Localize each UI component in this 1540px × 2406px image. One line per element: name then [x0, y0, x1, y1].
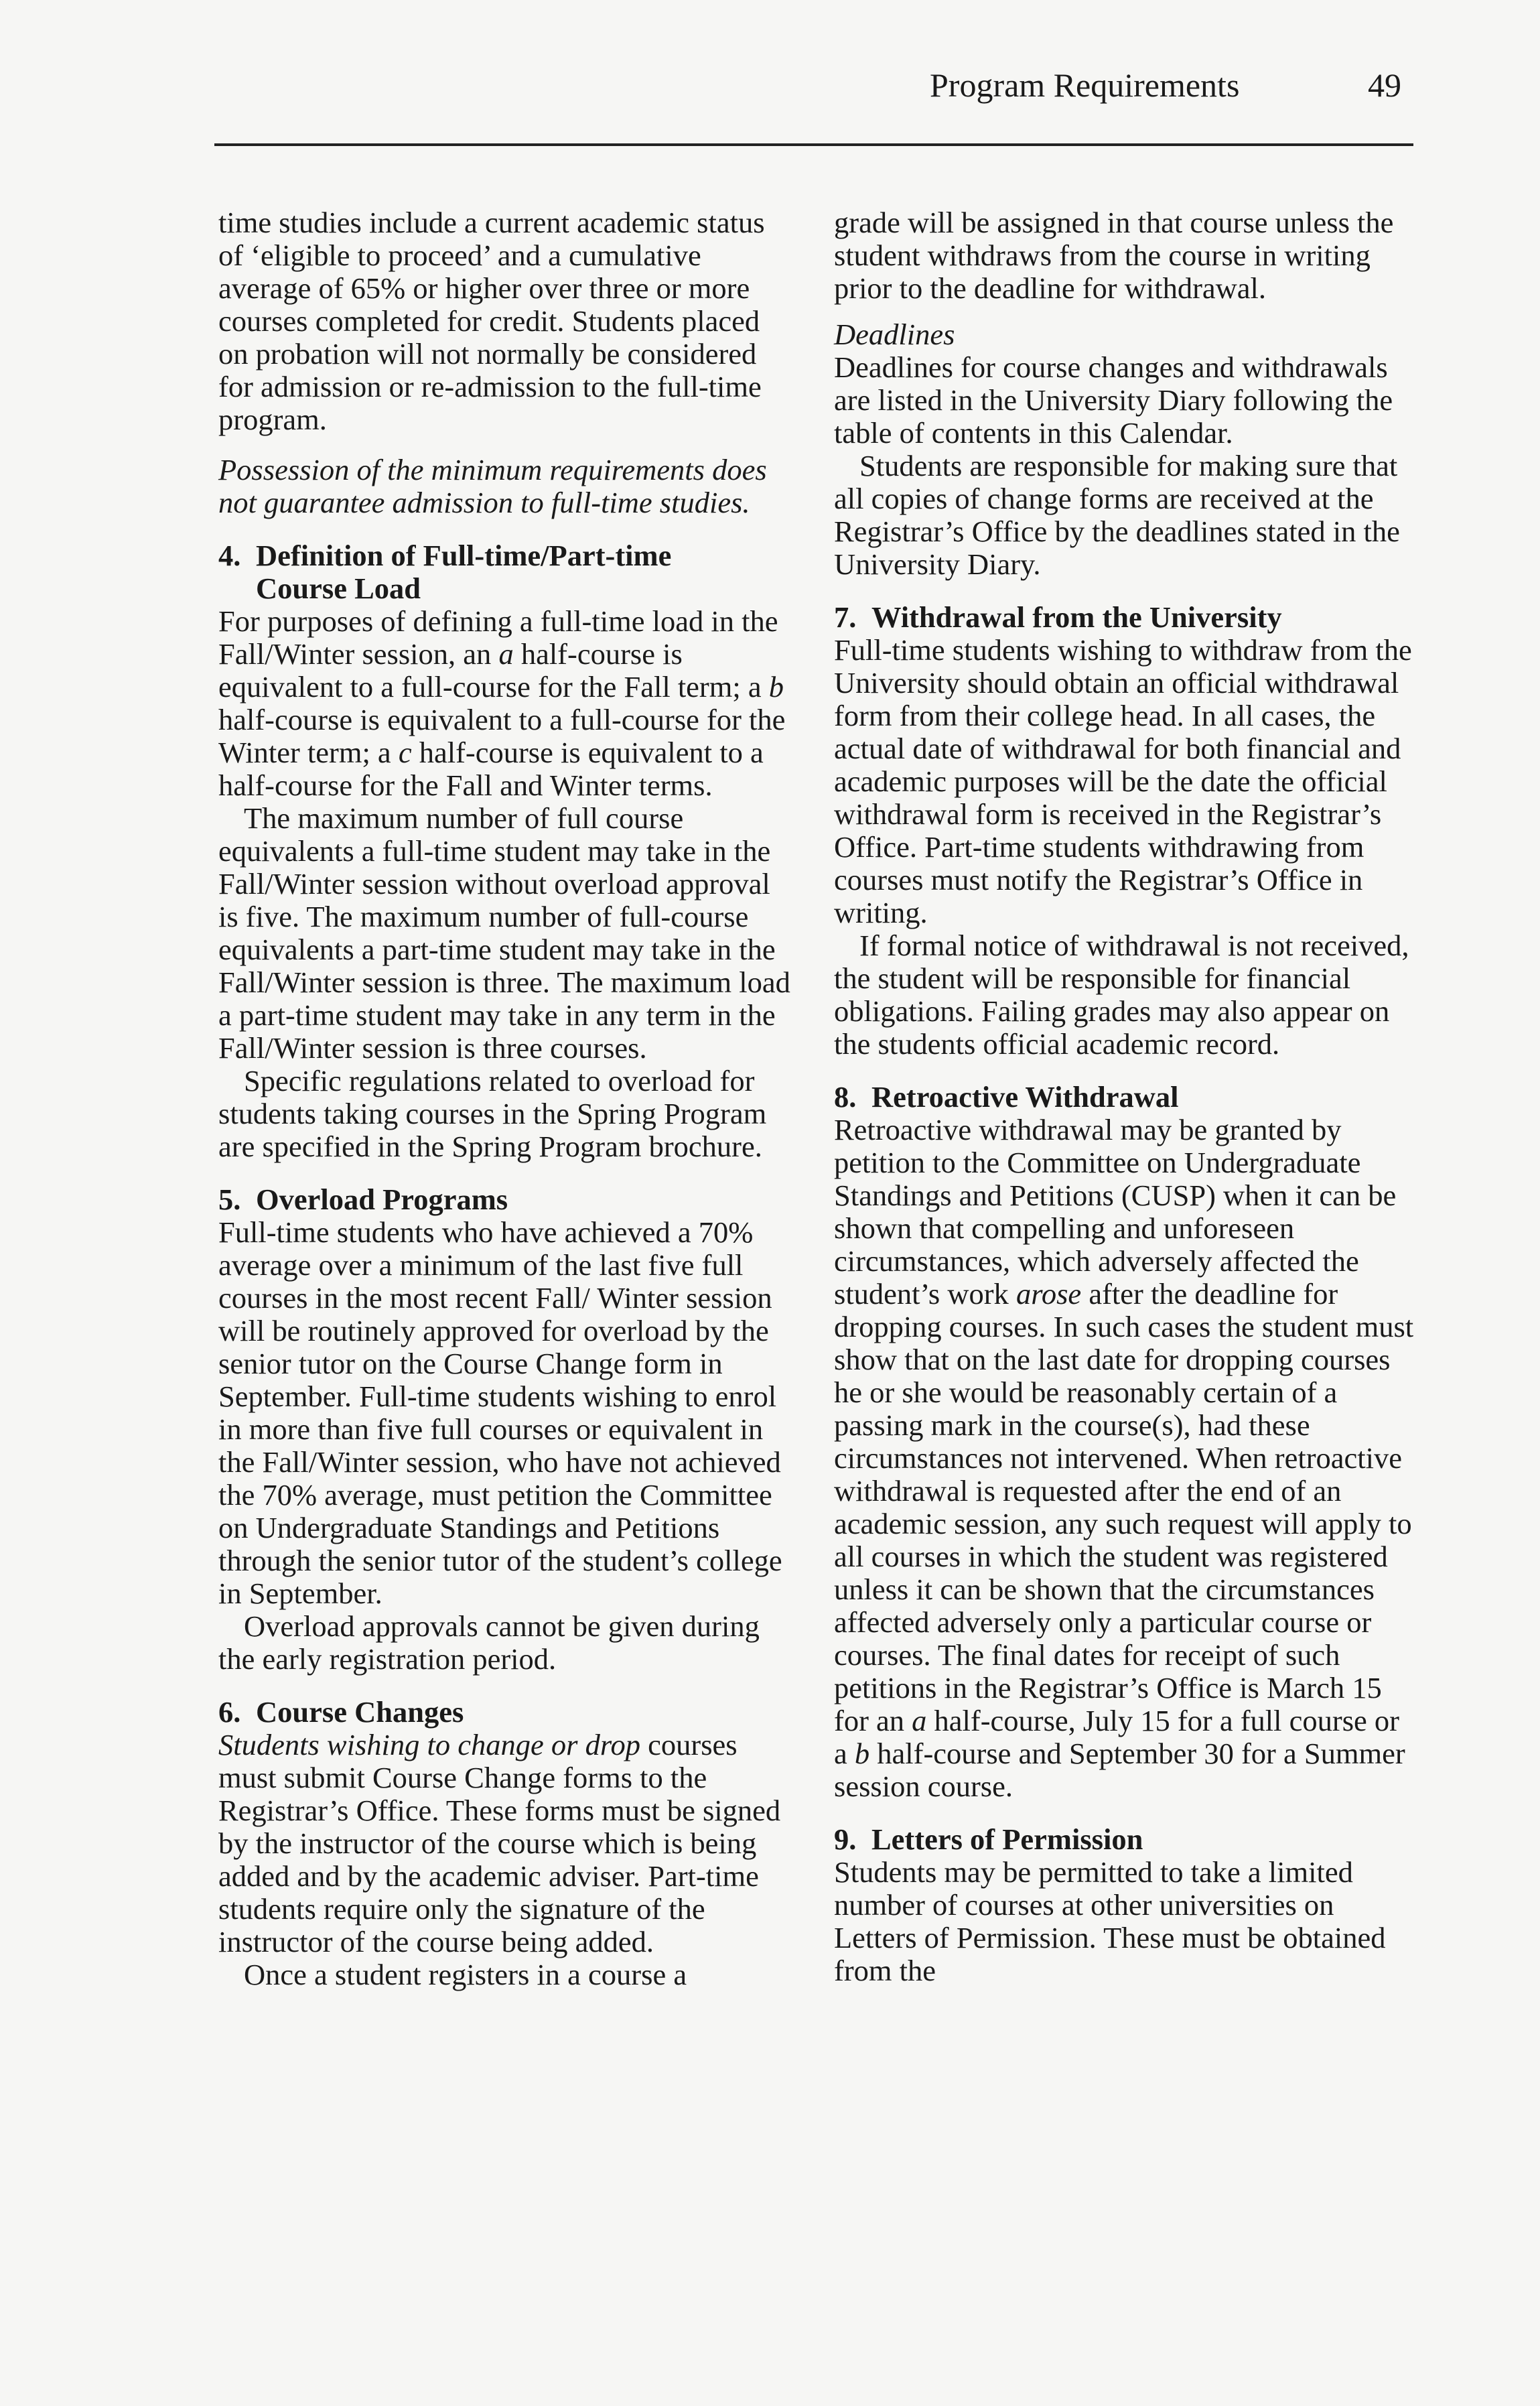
paragraph: time studies include a current academic status of ‘eligible to proceed’ and a cumulative average of 65% or higher over three or more courses completed for credit. Students placed on probation will not normally be considered for admission or re-admission to the full-time program.: [218, 206, 765, 436]
section-number: 5.: [218, 1183, 241, 1216]
section-heading-6: [218, 1696, 794, 1729]
header-rule: [214, 143, 1413, 146]
section-title-continued: Course Load: [256, 572, 421, 605]
left-column: [218, 206, 794, 1991]
section-heading-9: [834, 1823, 1417, 1856]
page-number: 49: [1368, 66, 1401, 104]
right-column: [834, 206, 1417, 1987]
paragraph: grade will be assigned in that course unless the student withdraws from the course in writing prior to the deadline for withdrawal.: [834, 206, 1394, 305]
paragraph: Retroactive withdrawal may be granted by petition to the Committee on Undergraduate Standings and Petitions (CUSP) when it can be shown that compelling and unforeseen circumstances, which adversely affected the student’s work arose after the deadline for dropping courses. In such cases the student must show that on the last date for dropping courses he or she would be reasonably certain of a passing mark in the course(s), had these circumstances not intervened. When retroactive withdrawal is requested after the end of an academic session, any such request will apply to all courses in which the student was registered unless it can be shown that the circumstances affected adversely only a particular course or courses. The final dates for receipt of such petitions in the Registrar’s Office is March 15 for an a half-course, July 15 for a full course or a b half-course and September 30 for a Summer session course.: [834, 1113, 1414, 1803]
paragraph: The maximum number of full course equivalents a full-time student may take in the Fall/Winter session without overload approval is five. The maximum number of full-course equivalents a part-time student may take in the Fall/Winter session is three. The maximum load a part-time student may take in any term in the Fall/Winter session is three courses.: [218, 801, 790, 1065]
paragraph: For purposes of defining a full-time load in the Fall/Winter session, an a half-course is equivalent to a full-course for the Fall term; a b half-course is equivalent to a full-course for the Winter term; a c half-course is equivalent to a half-course for the Fall and Winter terms.: [218, 604, 786, 802]
section-title: Overload Programs: [256, 1183, 508, 1216]
running-header: [918, 62, 1413, 109]
section-title: Course Changes: [256, 1695, 464, 1729]
paragraph: If formal notice of withdrawal is not received, the student will be responsible for financial obligations. Failing grades may also appear on the students official academic record.: [834, 929, 1409, 1061]
section-heading-5: [218, 1183, 794, 1216]
section-number: 4.: [218, 539, 241, 572]
section-number: 9.: [834, 1822, 857, 1856]
italic-note: Possession of the minimum requirements does not guarantee admission to full-time studies.: [218, 453, 767, 519]
paragraph: Deadlines for course changes and withdrawals are listed in the University Diary following the table of contents in this Calendar.: [834, 350, 1393, 450]
subheading-deadlines: Deadlines: [834, 318, 955, 351]
section-number: 6.: [218, 1695, 241, 1729]
paragraph: Students are responsible for making sure that all copies of change forms are received at the Registrar’s Office by the deadlines stated in the University Diary.: [834, 449, 1400, 581]
section-heading-4: [218, 539, 794, 605]
section-title: Letters of Permission: [871, 1822, 1143, 1856]
paragraph: Full-time students who have achieved a 70% average over a minimum of the last five full courses in the most recent Fall/ Winter session will be routinely approved for overload by the senior tutor on the Course Change form in September. Full-time students wishing to enrol in more than five full courses or equivalent in the Fall/Winter session, who have not achieved the 70% average, must petition the Committee on Undergraduate Standings and Petitions through the senior tutor of the student’s college in September.: [218, 1215, 782, 1610]
paragraph: Students may be permitted to take a limited number of courses at other universities on Letters of Permission. These must be obtained from the: [834, 1855, 1386, 1987]
section-heading-8: [834, 1081, 1417, 1114]
section-title: Retroactive Withdrawal: [871, 1080, 1179, 1114]
section-number: 8.: [834, 1080, 857, 1114]
section-heading-7: [834, 601, 1417, 634]
section-number: 7.: [834, 600, 857, 634]
running-title: Program Requirements: [930, 66, 1240, 104]
paragraph: Overload approvals cannot be given during the early registration period.: [218, 1609, 760, 1676]
paragraph: Once a student registers in a course a: [244, 1958, 687, 1991]
paragraph: Specific regulations related to overload for students taking courses in the Spring Program are specified in the Spring Program brochure.: [218, 1064, 767, 1163]
section-title: Withdrawal from the University: [871, 600, 1282, 634]
paragraph: Full-time students wishing to withdraw from the University should obtain an official withdrawal form from their college head. In all cases, the actual date of withdrawal for both financial and academic purposes will be the date the official withdrawal form is received in the Registrar’s Office. Part-time students withdrawing from courses must notify the Registrar’s Office in writing.: [834, 633, 1412, 929]
section-title: Definition of Full-time/Part-time: [256, 539, 672, 572]
paragraph: Students wishing to change or drop courses must submit Course Change forms to the Registrar’s Office. These forms must be signed by the instructor of the course which is being added and by the academic adviser. Part-time students require only the signature of the instructor of the course being added.: [218, 1728, 781, 1958]
